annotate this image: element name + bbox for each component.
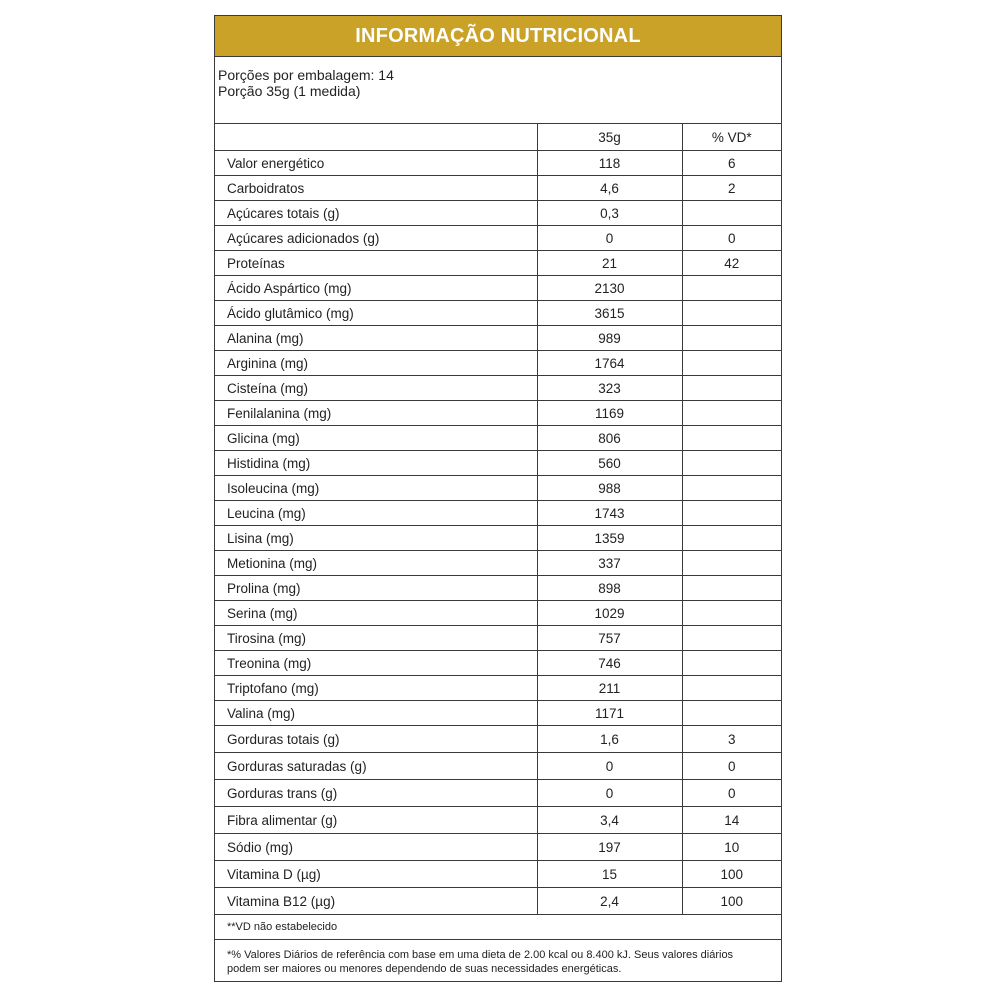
- footnote-vd: **VD não estabelecido: [215, 915, 781, 940]
- nutrient-vd: [682, 676, 781, 701]
- nutrient-name: Prolina (mg): [215, 576, 537, 601]
- nutrient-name: Leucina (mg): [215, 501, 537, 526]
- table-row: [215, 526, 781, 551]
- nutrient-amount: 197: [537, 834, 682, 861]
- nutrient-vd: [682, 451, 781, 476]
- nutrient-amount: 2130: [537, 276, 682, 301]
- nutrient-vd: [682, 476, 781, 501]
- nutrient-name: Triptofano (mg): [215, 676, 537, 701]
- nutrient-vd: 0: [682, 753, 781, 780]
- nutrient-name: Gorduras trans (g): [215, 780, 537, 807]
- nutrient-name: Serina (mg): [215, 601, 537, 626]
- nutrient-vd: [682, 301, 781, 326]
- nutrient-name: Histidina (mg): [215, 451, 537, 476]
- nutrient-name: Carboidratos: [215, 176, 537, 201]
- nutrient-rows: [215, 151, 781, 915]
- nutrient-name: Isoleucina (mg): [215, 476, 537, 501]
- nutrient-amount: 15: [537, 861, 682, 888]
- nutrient-vd: [682, 651, 781, 676]
- nutrient-vd: 10: [682, 834, 781, 861]
- nutrient-name: Proteínas: [215, 251, 537, 276]
- nutrient-amount: 989: [537, 326, 682, 351]
- nutrient-amount: 1764: [537, 351, 682, 376]
- nutrient-amount: 0: [537, 780, 682, 807]
- nutrient-vd: [682, 201, 781, 226]
- table-row: [215, 451, 781, 476]
- nutrient-amount: 746: [537, 651, 682, 676]
- nutrient-name: Vitamina D (µg): [215, 861, 537, 888]
- nutrient-amount: 1029: [537, 601, 682, 626]
- nutrient-name: Gorduras totais (g): [215, 726, 537, 753]
- nutrient-amount: 560: [537, 451, 682, 476]
- nutrient-vd: 100: [682, 888, 781, 915]
- nutrient-name: Fenilalanina (mg): [215, 401, 537, 426]
- table-row: [215, 251, 781, 276]
- table-row: [215, 551, 781, 576]
- nutrient-vd: [682, 376, 781, 401]
- table-row: [215, 326, 781, 351]
- table-row: [215, 676, 781, 701]
- nutrient-name: Alanina (mg): [215, 326, 537, 351]
- nutrient-amount: 757: [537, 626, 682, 651]
- nutrient-name: Arginina (mg): [215, 351, 537, 376]
- nutrient-amount: 1171: [537, 701, 682, 726]
- serving-info: [215, 57, 781, 124]
- column-header-nutrient: [215, 124, 537, 151]
- nutrient-amount: 1359: [537, 526, 682, 551]
- nutrient-vd: 14: [682, 807, 781, 834]
- nutrient-vd: [682, 601, 781, 626]
- column-header-amount: 35g: [537, 124, 682, 151]
- nutrient-vd: [682, 401, 781, 426]
- table-row: [215, 834, 781, 861]
- table-row: [215, 601, 781, 626]
- table-row: [215, 888, 781, 915]
- table-row: [215, 351, 781, 376]
- nutrient-amount: 21: [537, 251, 682, 276]
- nutrition-table: [215, 124, 781, 915]
- column-header-vd: % VD*: [682, 124, 781, 151]
- servings-per-package: Porções por embalagem: 14: [218, 67, 394, 83]
- nutrition-title: INFORMAÇÃO NUTRICIONAL: [215, 16, 781, 57]
- nutrient-vd: [682, 626, 781, 651]
- nutrient-amount: 0: [537, 753, 682, 780]
- nutrient-vd: [682, 351, 781, 376]
- nutrition-facts-panel: [214, 15, 782, 982]
- nutrient-amount: 2,4: [537, 888, 682, 915]
- nutrient-amount: 1,6: [537, 726, 682, 753]
- nutrient-amount: 0: [537, 226, 682, 251]
- nutrient-name: Ácido glutâmico (mg): [215, 301, 537, 326]
- nutrient-name: Fibra alimentar (g): [215, 807, 537, 834]
- nutrient-amount: 337: [537, 551, 682, 576]
- table-row: [215, 301, 781, 326]
- table-row: [215, 226, 781, 251]
- nutrient-vd: [682, 551, 781, 576]
- footnote-reference: *% Valores Diários de referência com base em uma dieta de 2.00 kcal ou 8.400 kJ. Seus valores diários podem ser maiores ou menores dependendo de suas necessidades energéticas.: [227, 949, 734, 975]
- nutrient-vd: [682, 276, 781, 301]
- nutrient-name: Metionina (mg): [215, 551, 537, 576]
- nutrient-amount: 323: [537, 376, 682, 401]
- nutrient-amount: 806: [537, 426, 682, 451]
- table-row: [215, 276, 781, 301]
- table-row: [215, 651, 781, 676]
- nutrient-name: Ácido Aspártico (mg): [215, 276, 537, 301]
- nutrient-name: Açúcares totais (g): [215, 201, 537, 226]
- nutrient-vd: [682, 526, 781, 551]
- nutrient-amount: 3,4: [537, 807, 682, 834]
- table-row: [215, 701, 781, 726]
- nutrient-amount: 3615: [537, 301, 682, 326]
- nutrient-vd: 3: [682, 726, 781, 753]
- nutrient-name: Treonina (mg): [215, 651, 537, 676]
- nutrient-vd: 2: [682, 176, 781, 201]
- nutrient-amount: 0,3: [537, 201, 682, 226]
- table-header-row: [215, 124, 781, 151]
- nutrient-vd: 0: [682, 780, 781, 807]
- nutrient-name: Cisteína (mg): [215, 376, 537, 401]
- table-row: [215, 401, 781, 426]
- nutrient-amount: 211: [537, 676, 682, 701]
- nutrient-name: Glicina (mg): [215, 426, 537, 451]
- serving-size: Porção 35g (1 medida): [218, 83, 361, 99]
- nutrient-vd: 0: [682, 226, 781, 251]
- table-row: [215, 426, 781, 451]
- nutrient-amount: 988: [537, 476, 682, 501]
- nutrient-vd: [682, 426, 781, 451]
- table-row: [215, 626, 781, 651]
- table-row: [215, 176, 781, 201]
- nutrient-name: Tirosina (mg): [215, 626, 537, 651]
- table-row: [215, 576, 781, 601]
- nutrient-vd: 42: [682, 251, 781, 276]
- table-row: [215, 201, 781, 226]
- table-row: [215, 807, 781, 834]
- nutrient-amount: 1169: [537, 401, 682, 426]
- nutrient-name: Vitamina B12 (µg): [215, 888, 537, 915]
- table-row: [215, 726, 781, 753]
- nutrient-vd: [682, 326, 781, 351]
- nutrient-vd: 100: [682, 861, 781, 888]
- table-row: [215, 861, 781, 888]
- table-row: [215, 376, 781, 401]
- nutrient-name: Gorduras saturadas (g): [215, 753, 537, 780]
- nutrient-vd: [682, 701, 781, 726]
- nutrient-name: Lisina (mg): [215, 526, 537, 551]
- nutrient-name: Açúcares adicionados (g): [215, 226, 537, 251]
- table-row: [215, 753, 781, 780]
- table-row: [215, 501, 781, 526]
- nutrient-vd: 6: [682, 151, 781, 176]
- nutrient-amount: 898: [537, 576, 682, 601]
- table-row: [215, 780, 781, 807]
- nutrient-amount: 4,6: [537, 176, 682, 201]
- nutrient-vd: [682, 501, 781, 526]
- nutrient-amount: 1743: [537, 501, 682, 526]
- nutrient-vd: [682, 576, 781, 601]
- nutrient-name: Valor energético: [215, 151, 537, 176]
- nutrient-name: Sódio (mg): [215, 834, 537, 861]
- table-row: [215, 476, 781, 501]
- nutrient-amount: 118: [537, 151, 682, 176]
- nutrient-name: Valina (mg): [215, 701, 537, 726]
- table-row: [215, 151, 781, 176]
